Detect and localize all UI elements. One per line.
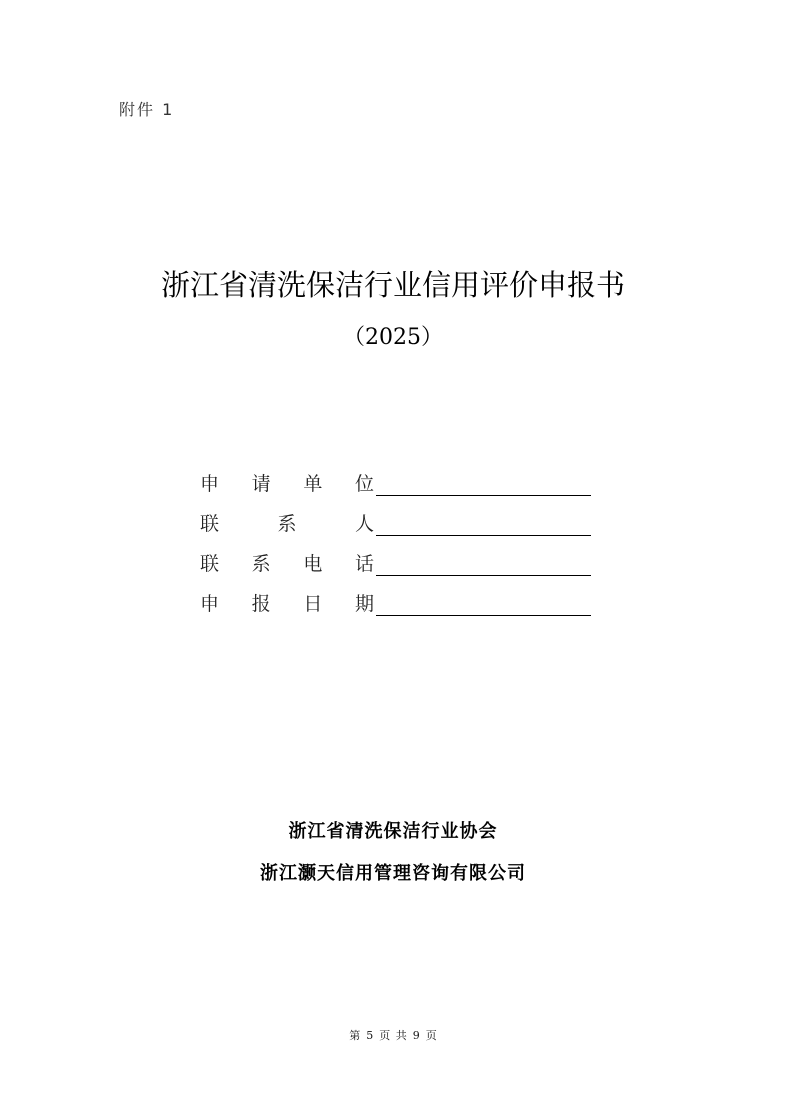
application-form [200,467,600,627]
association-name: 浙江省清洗保洁行业协会 [288,821,498,842]
form-row-phone [200,547,600,587]
label-char: 人 [354,512,374,535]
document-year: （2025） [343,325,443,350]
label-char: 系 [277,512,297,535]
label-char: 位 [354,472,374,495]
attachment-label: 附件 1 [119,100,175,119]
form-label-phone [200,547,374,577]
footer-mid: 页 共 [379,1029,407,1042]
form-row-contact-person [200,507,600,547]
footer-suffix: 页 [425,1029,437,1042]
footer-total-pages: 9 [412,1029,420,1042]
label-char: 报 [251,592,271,615]
label-char: 请 [251,472,271,495]
contact-person-input-line[interactable] [376,535,591,536]
page-footer [0,1027,786,1043]
label-char: 电 [303,552,323,575]
form-label-applicant [200,467,374,497]
label-char: 话 [354,552,374,575]
document-title: 浙江省清洗保洁行业信用评价申报书 [160,268,625,302]
form-label-contact-person [200,507,374,537]
label-char: 期 [354,592,374,615]
date-input-line[interactable] [376,615,591,616]
label-char: 系 [251,552,271,575]
consultancy-name: 浙江灏天信用管理咨询有限公司 [260,863,526,884]
label-char: 申 [200,472,220,495]
label-char: 单 [303,472,323,495]
form-label-date [200,587,374,617]
label-char: 联 [200,552,220,575]
phone-input-line[interactable] [376,575,591,576]
footer-page-number: 5 [366,1029,374,1042]
form-row-applicant [200,467,600,507]
label-char: 申 [200,592,220,615]
footer-prefix: 第 [349,1029,361,1042]
applicant-input-line[interactable] [376,495,591,496]
label-char: 联 [200,512,220,535]
label-char: 日 [303,592,323,615]
form-row-date [200,587,600,627]
